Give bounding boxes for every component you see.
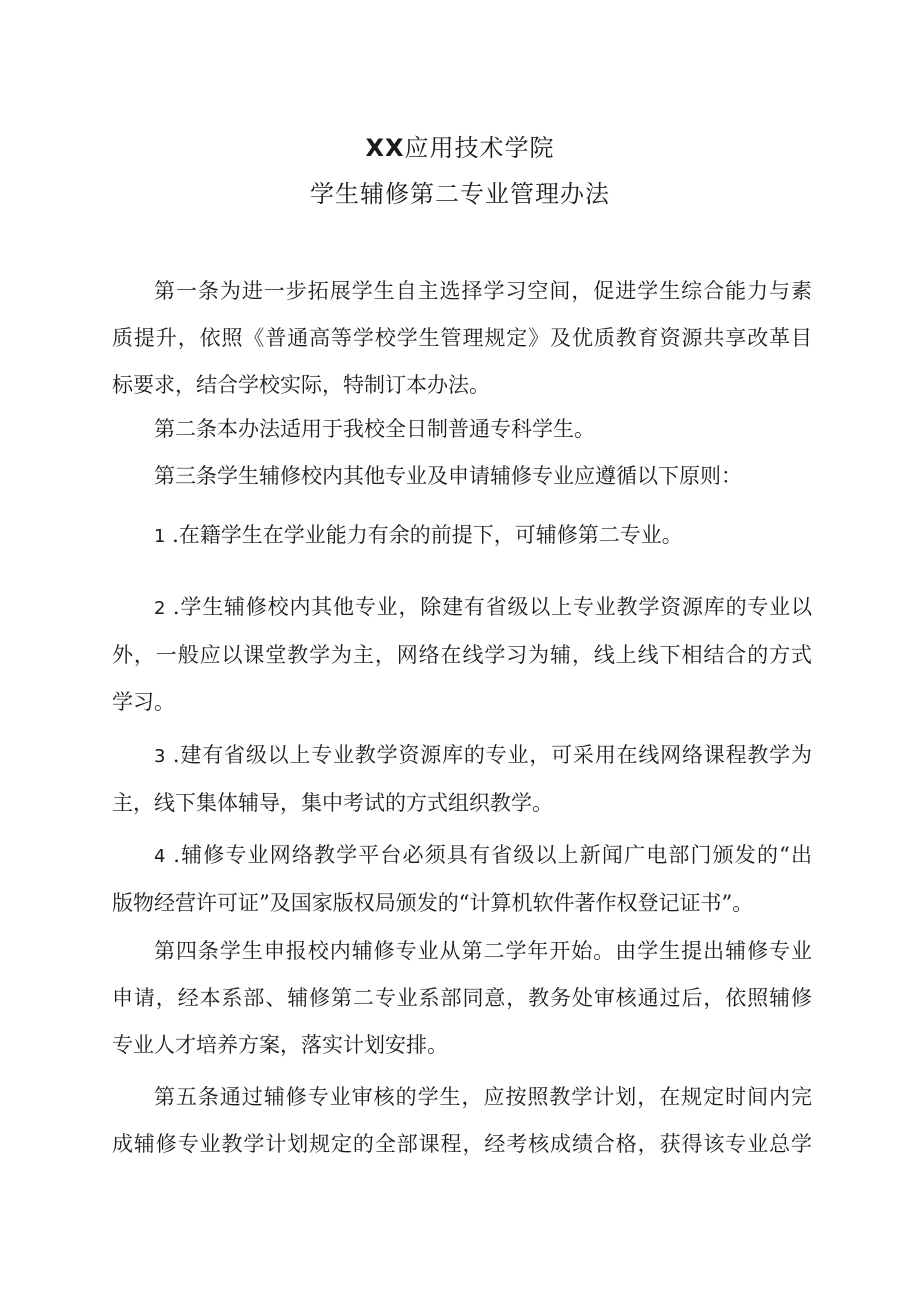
- article-4-line-1: 第四条学生申报校内辅修专业从第二学年开始。由学生提出辅修专业: [154, 939, 812, 963]
- item-4: [112, 832, 812, 927]
- article-4-line-3: 专业人才培养方案，落实计划安排。: [112, 1033, 448, 1057]
- article-2-line-1: 第二条本办法适用于我校全日制普通专科学生。: [154, 417, 595, 441]
- item-3-number: 3: [154, 746, 166, 767]
- article-4-line-2: 申请，经本系部、辅修第二专业系部同意，教务处审核通过后，依照辅修: [112, 986, 812, 1010]
- item-1-number: 1: [154, 526, 166, 547]
- title-institution: 应用技术学院: [404, 134, 555, 162]
- article-1-line-3: 标要求，结合学校实际，特制订本办法。: [112, 373, 490, 397]
- article-4: [112, 928, 812, 1069]
- item-2-number: 2: [154, 598, 166, 619]
- item-4-text: .辅修专业网络教学平台必须具有省级以上新闻广电部门颁发的“出: [165, 843, 812, 867]
- item-2: [112, 584, 812, 726]
- item-2-line-2: 外，一般应以课堂教学为主，网络在线学习为辅，线上线下相结合的方式: [112, 643, 812, 667]
- item-1: [112, 512, 812, 560]
- page-title: [0, 128, 920, 163]
- item-2-line-1: [112, 584, 812, 632]
- article-5: [112, 1074, 812, 1168]
- item-2-text: .学生辅修校内其他专业，除建有省级以上专业教学资源库的专业以: [165, 595, 812, 619]
- article-1-line-2: 质提升，依照《普通高等学校学生管理规定》及优质教育资源共享改革目: [112, 326, 812, 350]
- item-3-text: .建有省级以上专业教学资源库的专业，可采用在线网络课程教学为: [165, 743, 812, 767]
- item-2-line-3: 学习。: [112, 690, 175, 714]
- article-3: [112, 453, 812, 500]
- article-1-line-1: 第一条为进一步拓展学生自主选择学习空间，促进学生综合能力与素: [154, 279, 812, 303]
- item-4-line-2: 版物经营许可证”及国家版权局颁发的“计算机软件著作权登记证书”。: [112, 891, 754, 915]
- article-1: [112, 268, 812, 409]
- item-4-number: 4: [154, 846, 166, 867]
- item-3: [112, 732, 812, 827]
- item-4-line-1: [112, 832, 812, 880]
- article-5-line-2: 成辅修专业教学计划规定的全部课程，经考核成绩合格，获得该专业总学: [112, 1132, 812, 1156]
- item-1-line-1: [112, 512, 812, 560]
- item-1-text: .在籍学生在学业能力有余的前提下，可辅修第二专业。: [165, 523, 683, 547]
- item-3-line-2: 主，线下集体辅导，集中考试的方式组织教学。: [112, 791, 553, 815]
- page-subtitle: 学生辅修第二专业管理办法: [310, 180, 610, 208]
- article-2: [112, 406, 812, 453]
- article-5-line-1: 第五条通过辅修专业审核的学生，应按照教学计划，在规定时间内完: [154, 1085, 812, 1109]
- title-prefix: XX: [365, 134, 405, 162]
- article-3-line-1: 第三条学生辅修校内其他专业及申请辅修专业应遵循以下原则：: [154, 464, 742, 488]
- item-3-line-1: [112, 732, 812, 780]
